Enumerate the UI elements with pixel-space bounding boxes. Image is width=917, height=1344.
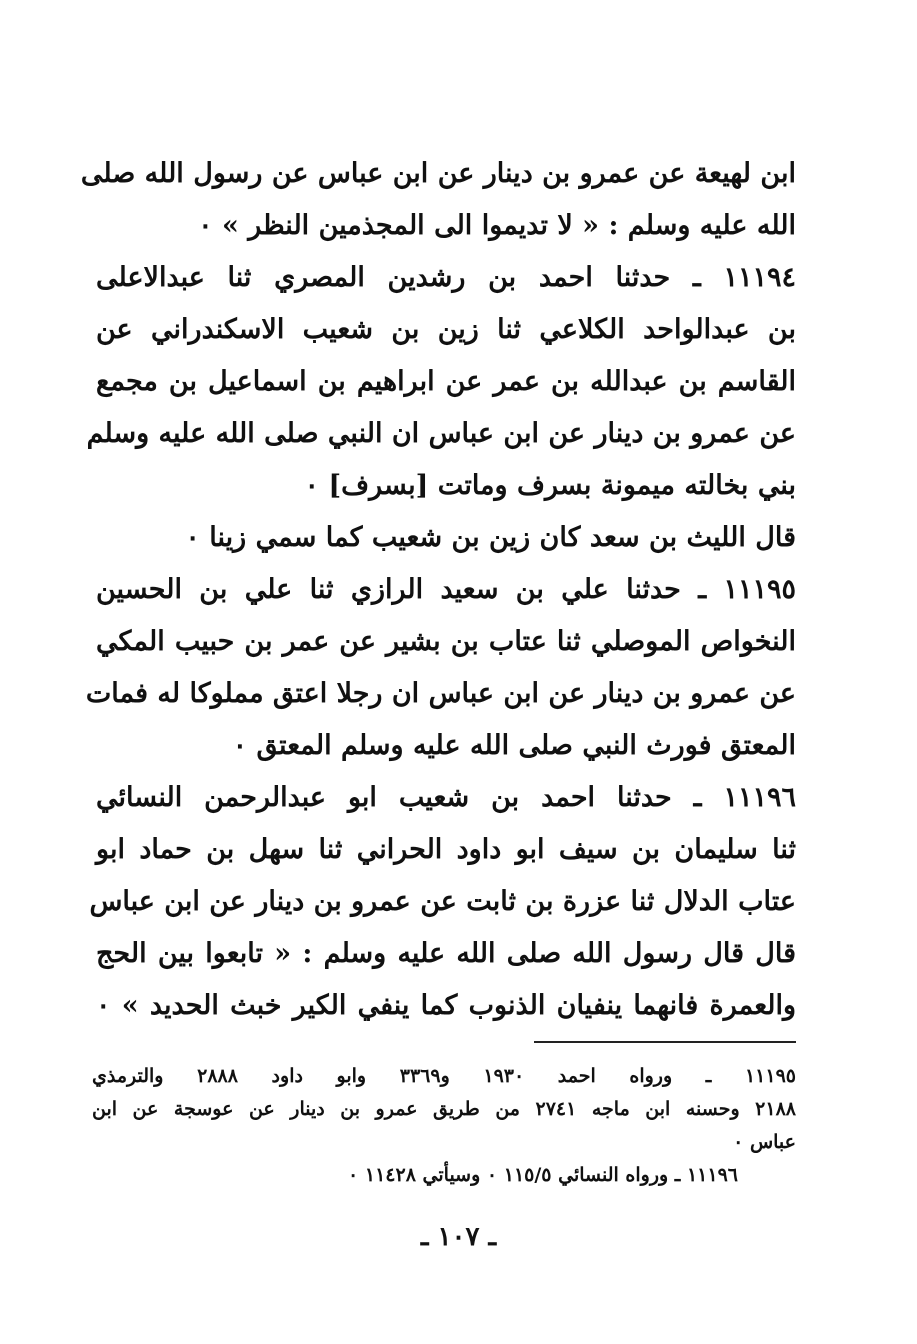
text-line: بن عبدالواحد الكلاعي ثنا زين بن شعيب الاسكندراني عن [96, 314, 796, 345]
text-line: والعمرة فانهما ينفيان الذنوب كما ينفي الكير خبث الحديد » ٠ [96, 990, 796, 1021]
text-line: عن عمرو بن دينار عن ابن عباس ان رجلا اعتق مملوكا له فمات [85, 678, 796, 709]
hadith-11195 [85, 564, 796, 772]
text-line: بني بخالته ميمونة بسرف وماتت [بسرف] ٠ [304, 470, 796, 501]
footnote-line: عباس ٠ [733, 1131, 796, 1153]
text-line: عتاب الدلال ثنا عزرة بن ثابت عن عمرو بن دينار عن ابن عباس [89, 886, 796, 917]
text-line: القاسم بن عبدالله بن عمر عن ابراهيم بن اسماعيل بن مجمع [96, 366, 796, 397]
text-line: ١١١٩٥ ـ حدثنا علي بن سعيد الرازي ثنا علي بن الحسين [96, 574, 796, 605]
footnote-line: ٢١٨٨ وحسنه ابن ماجه ٢٧٤١ من طريق عمرو بن دينار عن عوسجة عن ابن [92, 1098, 796, 1120]
footnote-11195 [92, 1060, 796, 1159]
text-line: النخواص الموصلي ثنا عتاب بن بشير عن عمر بن حبيب المكي [96, 626, 796, 657]
hadith-11194 [86, 252, 796, 512]
text-line: ابن لهيعة عن عمرو بن دينار عن ابن عباس عن رسول الله صلى [80, 158, 796, 189]
footnote-line: ١١١٩٥ ـ ورواه احمد ١٩٣٠ و٣٣٦٩ وابو داود ٢٨٨٨ والترمذي [92, 1065, 796, 1087]
text-line: قال قال رسول الله صلى الله عليه وسلم : « تابعوا بين الحج [96, 938, 796, 969]
main-text [80, 148, 796, 1032]
footnote-divider [534, 1041, 796, 1043]
footnote-11196 [92, 1159, 796, 1192]
paragraph-continuation [80, 148, 796, 252]
text-line: عن عمرو بن دينار عن ابن عباس ان النبي صلى الله عليه وسلم [86, 418, 796, 449]
footnotes [92, 1060, 796, 1192]
text-line: ثنا سليمان بن سيف ابو داود الحراني ثنا سهل بن حماد ابو [96, 834, 796, 865]
page-number: ـ ١٠٧ ـ [420, 1222, 497, 1252]
footnote-line: ١١١٩٦ ـ ورواه النسائي ١١٥/٥ ٠ وسيأتي ١١٤٢٨ ٠ [348, 1164, 738, 1186]
text-line: الله عليه وسلم : « لا تديموا الى المجذمين النظر » ٠ [198, 210, 796, 241]
text-line: المعتق فورث النبي صلى الله عليه وسلم المعتق ٠ [232, 730, 796, 761]
text-line: قال الليث بن سعد كان زين بن شعيب كما سمي زينا ٠ [185, 522, 796, 553]
hadith-11196 [89, 772, 796, 1032]
text-line: ١١١٩٤ ـ حدثنا احمد بن رشدين المصري ثنا عبدالاعلى [96, 262, 796, 293]
text-line: ١١١٩٦ ـ حدثنا احمد بن شعيب ابو عبدالرحمن النسائي [96, 782, 796, 813]
commentary-layth [96, 512, 796, 564]
